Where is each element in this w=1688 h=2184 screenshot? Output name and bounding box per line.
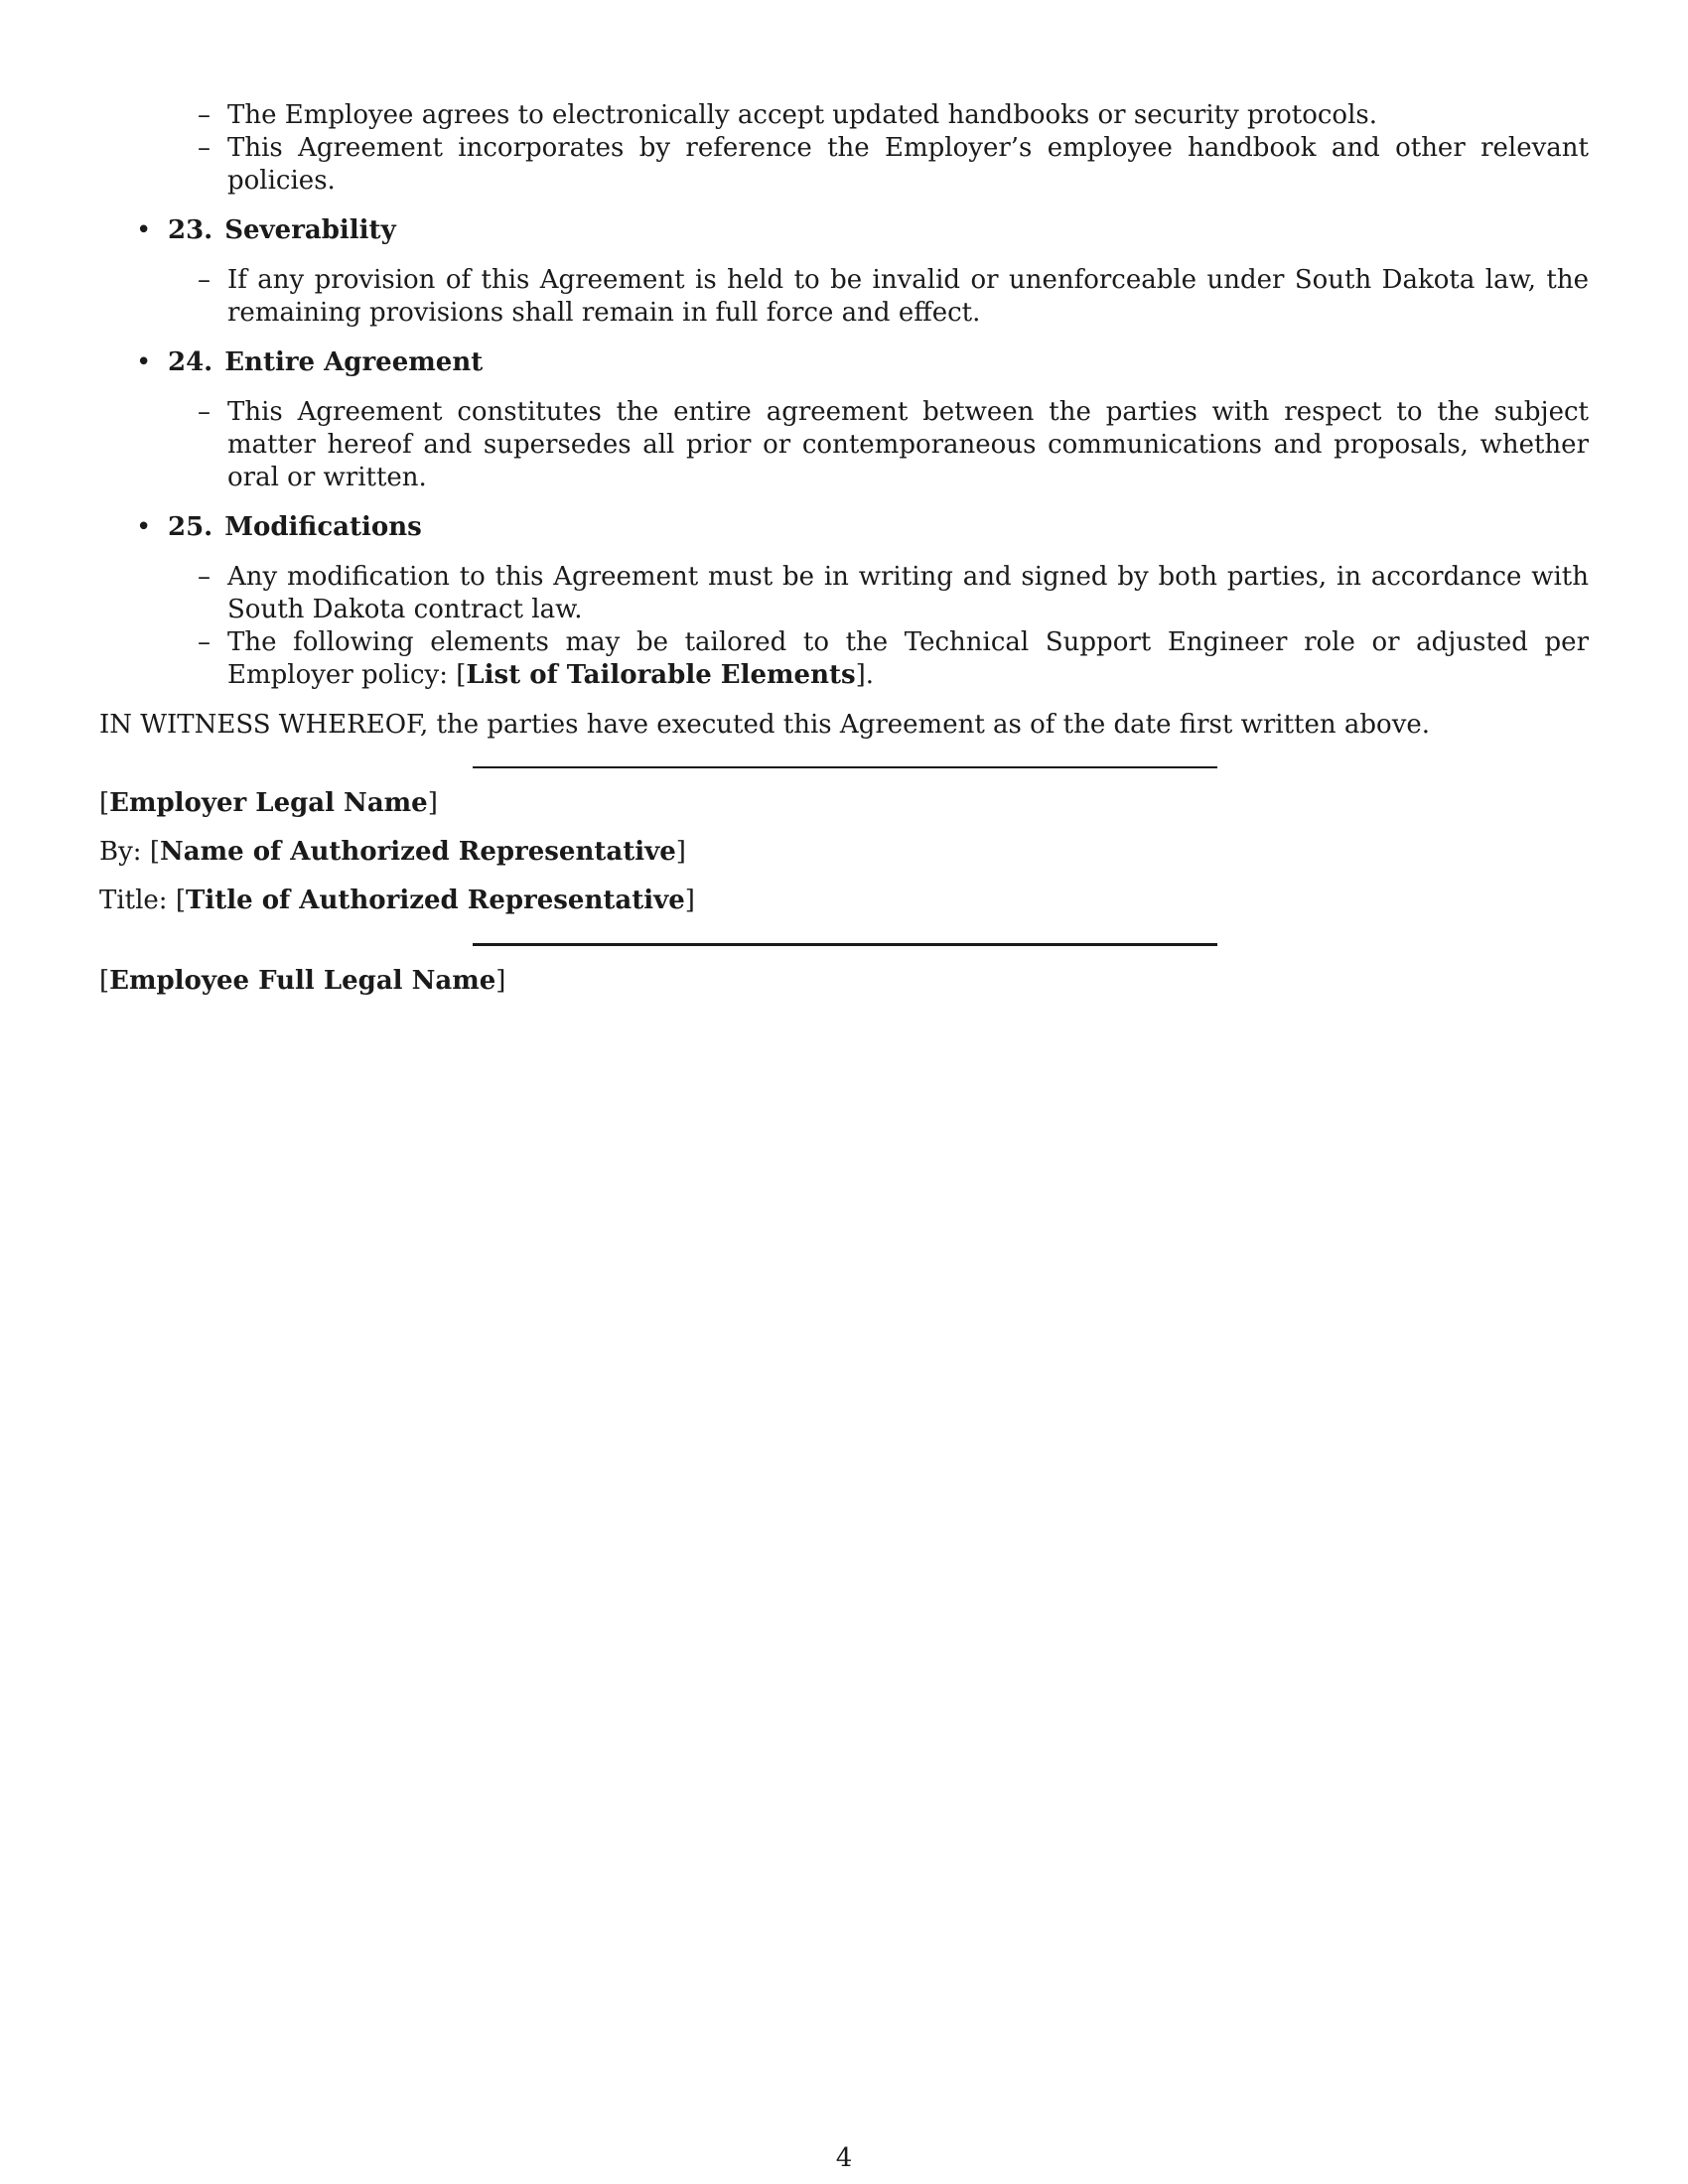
dash-marker: – bbox=[198, 627, 211, 657]
document-page bbox=[99, 99, 1589, 1014]
dash-marker: – bbox=[198, 562, 211, 592]
dash-marker: – bbox=[198, 397, 211, 427]
employee-signature-line bbox=[473, 943, 1217, 946]
list-item: – The Employee agrees to electronically accept updated handbooks or security protocols. bbox=[198, 100, 1378, 130]
employer-title-line: Title: [Title of Authorized Representative] bbox=[99, 886, 695, 915]
bullet-marker: • bbox=[136, 347, 152, 377]
employee-signature-block bbox=[99, 965, 1589, 998]
dash-marker: – bbox=[198, 133, 211, 163]
page-number: 4 bbox=[835, 2143, 853, 2173]
dash-marker: – bbox=[198, 100, 211, 130]
employee-name-line: [Employee Full Legal Name] bbox=[99, 966, 506, 996]
section-25-items bbox=[99, 561, 1589, 692]
employer-signature-line bbox=[473, 766, 1217, 768]
list-item: – The following elements may be tailored to the Technical Support Engineer role or adjusted per Employer policy: [List of Tailorable Elements]. bbox=[198, 627, 1589, 690]
list-item: – If any provision of this Agreement is held to be invalid or unenforceable under South Dakota law, the remaining provisions shall remain in full force and effect. bbox=[198, 265, 1589, 328]
witness-clause: IN WITNESS WHEREOF, the parties have executed this Agreement as of the date first written above. bbox=[99, 710, 1431, 740]
dash-marker: – bbox=[198, 265, 211, 295]
tailorable-elements-placeholder: List of Tailorable Elements bbox=[466, 660, 856, 690]
employer-signature-block bbox=[99, 787, 1589, 917]
section-heading-24: • 24. Entire Agreement bbox=[136, 347, 484, 377]
section-24-items bbox=[99, 396, 1589, 494]
list-item: – Any modification to this Agreement must be in writing and signed by both parties, in accordance with South Dakota contract law. bbox=[198, 562, 1589, 624]
bullet-marker: • bbox=[136, 512, 152, 542]
section-heading-25: • 25. Modifications bbox=[136, 512, 422, 542]
intro-item-list bbox=[99, 99, 1589, 198]
bullet-marker: • bbox=[136, 215, 152, 245]
employer-name-line: [Employer Legal Name] bbox=[99, 788, 438, 818]
employer-by-line: By: [Name of Authorized Representative] bbox=[99, 837, 686, 867]
list-item: – This Agreement incorporates by reference the Employer’s employee handbook and other relevant policies. bbox=[198, 133, 1589, 196]
section-heading-23: • 23. Severability bbox=[136, 215, 396, 245]
section-23-items bbox=[99, 264, 1589, 330]
list-item: – This Agreement constitutes the entire agreement between the parties with respect to the subject matter hereof and supersedes all prior or contemporaneous communications and proposals, whether oral or written. bbox=[198, 397, 1589, 492]
